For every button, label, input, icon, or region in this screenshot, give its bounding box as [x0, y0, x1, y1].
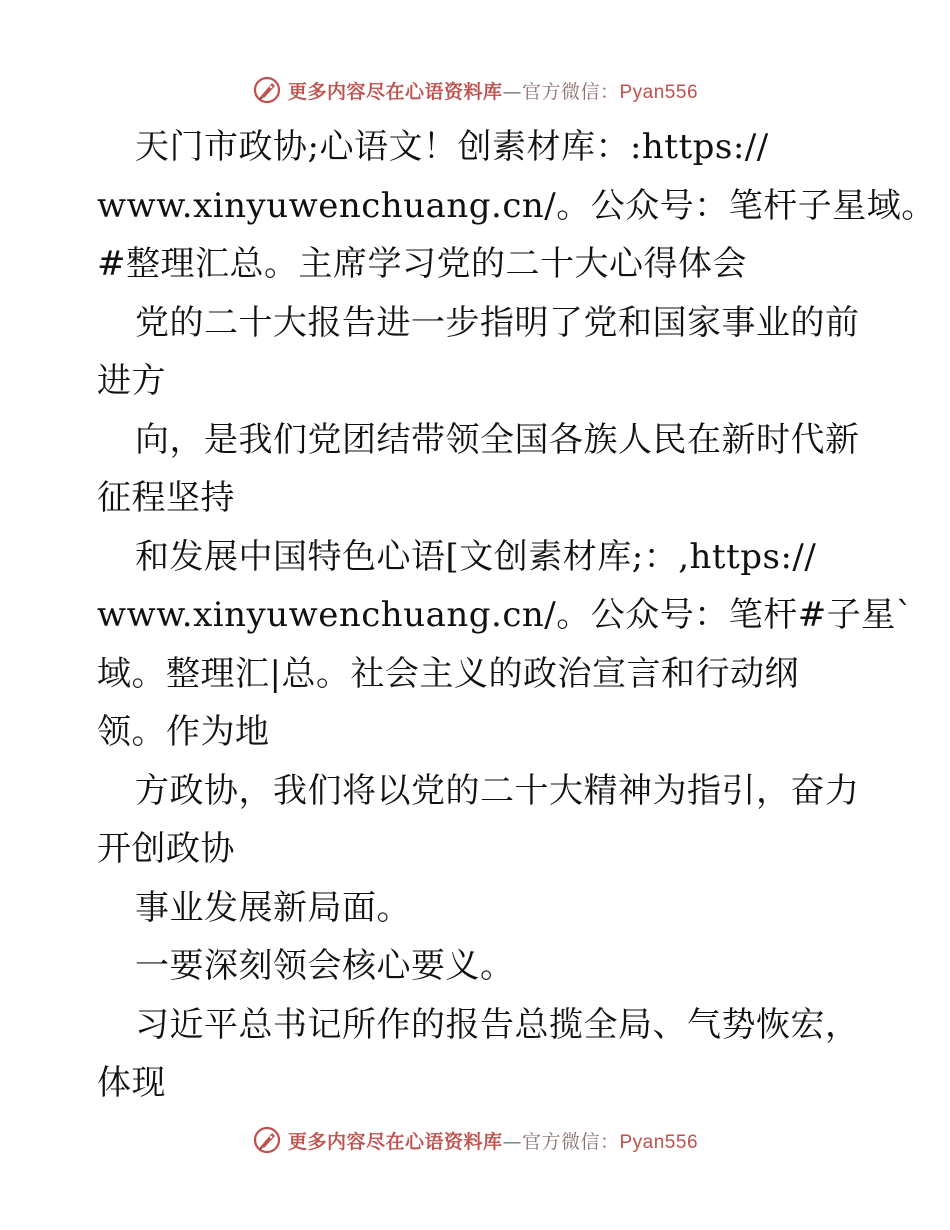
text-line: 和发展中国特色心语[文创素材库;：,https://: [135, 536, 817, 577]
text-line: 习近平总书记所作的报告总揽全局、气势恢宏，: [135, 1004, 860, 1045]
library-text: 更多内容尽在心语资料库: [287, 80, 503, 103]
library-text: 更多内容尽在心语资料库: [287, 1130, 503, 1153]
footer-banner-text: [288, 1127, 698, 1154]
text-line: 征程坚持: [97, 478, 235, 518]
text-line: 一要深刻领会核心要义。: [135, 946, 515, 986]
text-line: 天门市政协;心语文！创素材库：:https://: [135, 127, 769, 167]
banner-separator: —: [502, 80, 522, 103]
text-line: 方政协，我们将以党的二十大精神为指引，奋力: [135, 770, 860, 811]
header-banner: [0, 70, 950, 110]
text-line: www.xinyuwenchuang.cn/。公众号：笔杆#子星`: [97, 595, 914, 635]
text-line: 开创政协: [97, 829, 235, 869]
text-line: 党的二十大报告进一步指明了党和国家事业的前: [135, 302, 860, 343]
text-line: 体现: [97, 1063, 166, 1103]
text-line: 领。作为地: [97, 712, 270, 752]
wechat-id: Pyan556: [619, 81, 699, 103]
text-line: #整理汇总。主席学习党的二十大心得体会: [97, 244, 747, 284]
fountain-pen-logo-icon: [252, 1125, 282, 1155]
footer-banner: [0, 1120, 950, 1160]
wechat-label: 官方微信：: [521, 1130, 620, 1153]
text-line: www.xinyuwenchuang.cn/。公众号：笔杆子星域。: [97, 185, 936, 226]
text-line: 向，是我们党团结带领全国各族人民在新时代新: [135, 419, 860, 460]
text-line: 事业发展新局面。: [135, 887, 411, 928]
wechat-id: Pyan556: [619, 1131, 699, 1153]
fountain-pen-logo-icon: [252, 75, 282, 105]
document-body: [97, 118, 936, 1113]
banner-separator: —: [502, 1130, 522, 1153]
wechat-label: 官方微信：: [521, 80, 620, 103]
text-line: 进方: [97, 361, 166, 401]
header-banner-text: [288, 77, 698, 104]
text-line: 域。整理汇|总。社会主义的政治宣言和行动纲: [97, 653, 799, 694]
